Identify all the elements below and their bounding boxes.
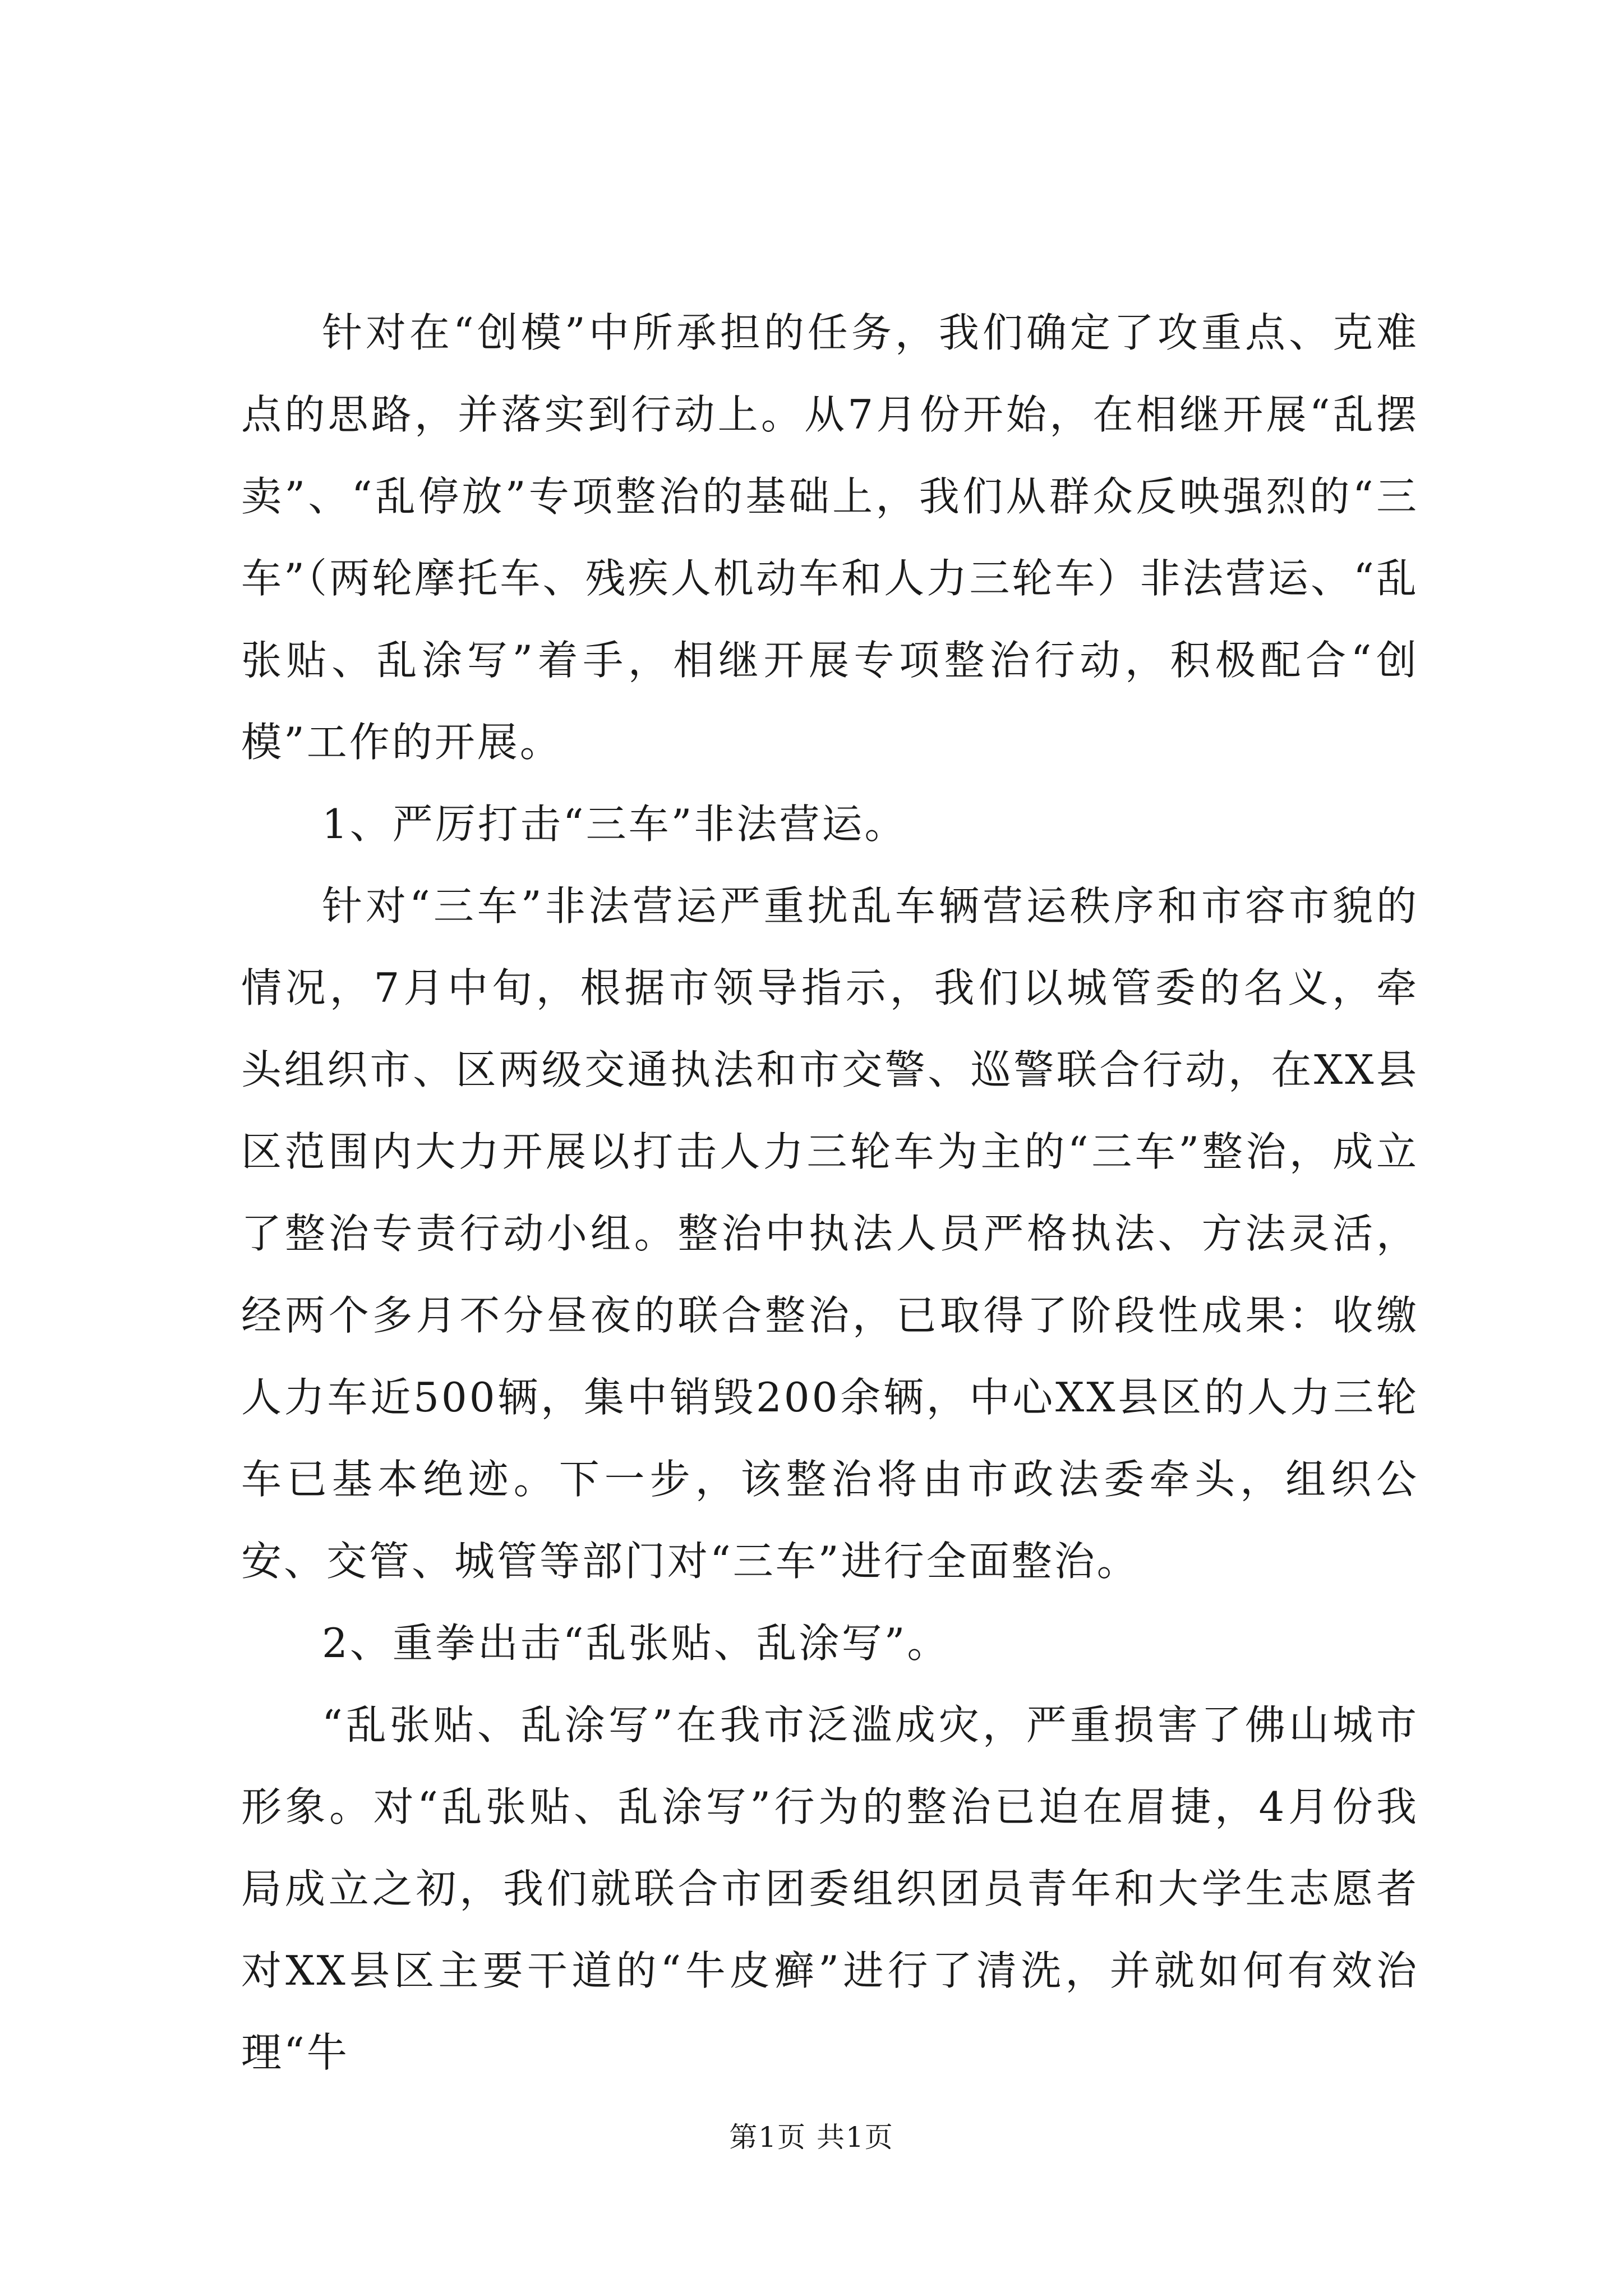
- section-heading-three-vehicles: 1、严厉打击“三车”非法营运。: [322, 800, 907, 848]
- section-heading-posting-graffiti: 2、重拳出击“乱张贴、乱涂写”。: [322, 1619, 950, 1667]
- paragraph-posting-graffiti: “乱张贴、乱涂写”在我市泛滥成灾，严重损害了佛山城市形象。对“乱张贴、乱涂写”行为的整治已迫在眉捷，4月份我局成立之初，我们就联合市团委组织团员青年和大学生志愿者对XX县区主要干道的“牛皮癣”进行了清洗，并就如何有效治理“牛: [241, 1701, 1419, 2076]
- page-number-footer: 第1页 共1页: [729, 2121, 894, 2154]
- paragraph-three-vehicles: 针对“三车”非法营运严重扰乱车辆营运秩序和市容市貌的情况，7月中旬，根据市领导指示，我们以城管委的名义，牵头组织市、区两级交通执法和市交警、巡警联合行动，在XX县区范围内大力开展以打击人力三轮车为主的“三车”整治，成立了整治专责行动小组。整治中执法人员严格执法、方法灵活，经两个多月不分昼夜的联合整治，已取得了阶段性成果：收缴人力车近500辆，集中销毁200余辆，中心XX县区的人力三轮车已基本绝迹。下一步，该整治将由市政法委牵头，组织公安、交管、城管等部门对“三车”进行全面整治。: [241, 882, 1419, 1585]
- document-body: [241, 292, 1419, 2093]
- paragraph-intro: 针对在“创模”中所承担的任务，我们确定了攻重点、克难点的思路，并落实到行动上。从7月份开始，在相继开展“乱摆卖”、“乱停放”专项整治的基础上，我们从群众反映强烈的“三车”（两轮摩托车、残疾人机动车和人力三轮车）非法营运、“乱张贴、乱涂写”着手，相继开展专项整治行动，积极配合“创模”工作的开展。: [241, 309, 1419, 766]
